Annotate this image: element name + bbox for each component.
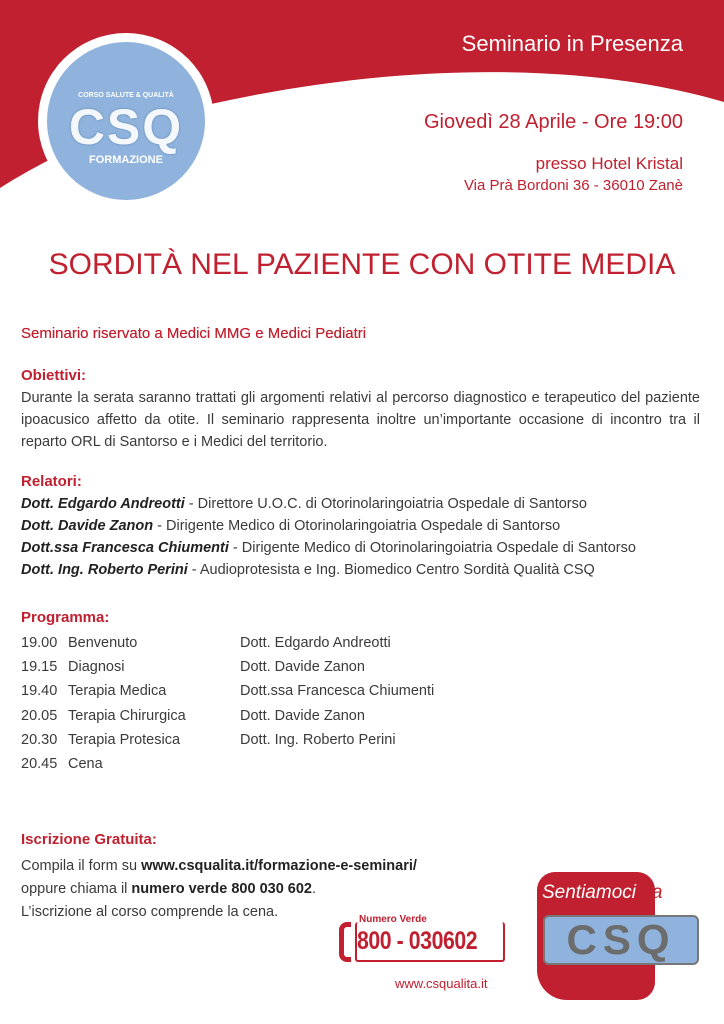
program-topic: Terapia Medica xyxy=(68,683,167,700)
speaker-item: Dott.ssa Francesca Chiumenti - Dirigente Medico di Otorinolaringoiatria Ospedale di Santorso xyxy=(21,540,636,556)
audience: Seminario riservato a Medici MMG e Medici Pediatri xyxy=(21,325,367,342)
toll-free-badge: Numero Verde 800 - 030602 xyxy=(337,914,507,968)
phone-icon xyxy=(339,922,351,962)
speaker-item: Dott. Edgardo Andreotti - Direttore U.O.C. di Otorinolaringoiatria Ospedale di Santorso xyxy=(21,496,587,512)
speaker-item: Dott. Ing. Roberto Perini - Audioprotesista e Ing. Biomedico Centro Sordità Qualità CSQ xyxy=(21,562,595,578)
program-topic: Cena xyxy=(68,756,103,772)
venue: presso Hotel Kristal xyxy=(535,154,683,173)
program-time: 19.00 xyxy=(21,635,58,651)
program-speaker: Dott. Davide Zanon xyxy=(240,707,365,724)
program-label: Programma: xyxy=(21,609,110,626)
objectives-text: Durante la serata saranno trattati gli argomenti relativi al percorso diagnostico e terapeutico del paziente ipoacusico affetto da otite. Il seminario rappresenta inoltre un’importante occasione di incontro tra il reparto ORL di Santorso e i Medici del territorio. xyxy=(21,390,700,450)
program-time: 20.45 xyxy=(21,756,58,772)
program-topic: Terapia Protesica xyxy=(68,731,181,748)
program-speaker: Dott. Ing. Roberto Perini xyxy=(240,731,396,748)
program-topic: Benvenuto xyxy=(68,635,138,651)
objectives-label: Obiettivi: xyxy=(21,367,87,384)
program-topic: Diagnosi xyxy=(68,659,125,676)
page-title: SORDITÀ NEL PAZIENTE CON OTITE MEDIA xyxy=(48,248,676,281)
registration-label: Iscrizione Gratuita: xyxy=(21,831,157,848)
address: Via Prà Bordoni 36 - 36010 Zanè xyxy=(463,177,683,194)
csq-formazione-logo: CORSO SALUTE & QUALITÀ CSQ FORMAZIONE xyxy=(38,33,214,209)
program-time: 19.40 xyxy=(21,683,58,700)
speakers-label: Relatori: xyxy=(21,473,82,490)
registration-link[interactable]: www.csqualita.it/formazione-e-seminari/ xyxy=(141,858,417,874)
event-type: Seminario in Presenza xyxy=(461,31,683,56)
sentiamoci-da-csq-logo: Sentiamoci da CSQ xyxy=(537,872,702,1002)
speakers-list xyxy=(21,493,700,581)
website[interactable]: www.csqualita.it xyxy=(395,976,488,991)
program-speaker: Dott.ssa Francesca Chiumenti xyxy=(240,683,435,700)
program-time: 19.15 xyxy=(21,659,58,676)
program-speaker: Dott. Edgardo Andreotti xyxy=(240,635,391,651)
program-speaker: Dott. Davide Zanon xyxy=(240,659,365,676)
program-topic: Terapia Chirurgica xyxy=(68,707,186,724)
program-time: 20.05 xyxy=(21,707,58,724)
program-time: 20.30 xyxy=(21,731,58,748)
registration-text: Compila il form su www.csqualita.it/formazione-e-seminari/ oppure chiama il numero verde 800 030 602. L’iscrizione al corso comprende la cena. xyxy=(21,858,417,920)
event-date-time: Giovedì 28 Aprile - Ore 19:00 xyxy=(423,111,683,133)
speaker-item: Dott. Davide Zanon - Dirigente Medico di Otorinolaringoiatria Ospedale di Santorso xyxy=(21,518,561,534)
